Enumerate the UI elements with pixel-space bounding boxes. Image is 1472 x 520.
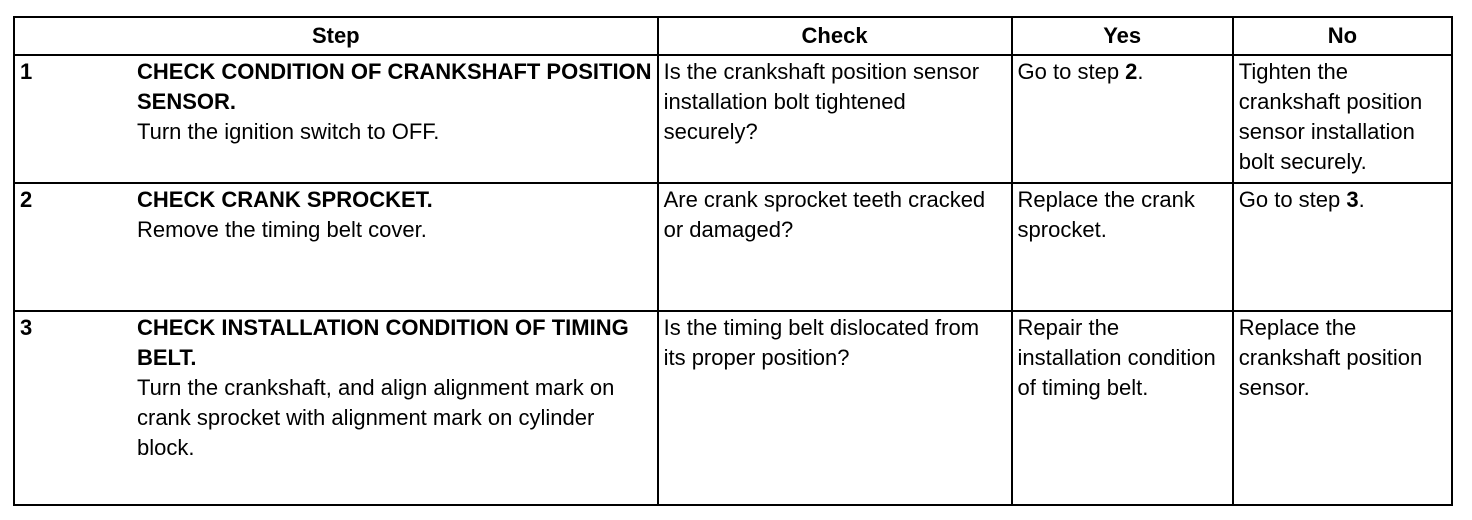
check-text: Is the timing belt dislocated from its proper position? — [663, 315, 980, 370]
no-suffix: . — [1358, 187, 1365, 212]
no-text: Replace the crankshaft position sensor. — [1238, 315, 1423, 400]
yes-text: Repair the installation condition of timing belt. — [1017, 315, 1216, 400]
diagnostic-table — [13, 16, 1453, 506]
step-number: 1 — [20, 59, 33, 84]
check-cell — [658, 183, 1012, 311]
step-cell — [14, 183, 658, 311]
step-title: CHECK INSTALLATION CONDITION OF TIMING BELT. — [137, 315, 629, 370]
step-title: CHECK CONDITION OF CRANKSHAFT POSITION SENSOR. — [137, 59, 652, 114]
yes-prefix: Go to step — [1017, 59, 1126, 84]
table-row — [14, 311, 1452, 505]
step-action: Remove the timing belt cover. — [137, 217, 427, 242]
yes-step-ref: 2 — [1125, 59, 1138, 84]
no-step-ref: 3 — [1346, 187, 1359, 212]
no-prefix: Go to step — [1238, 187, 1347, 212]
yes-suffix: . — [1137, 59, 1144, 84]
no-text — [1239, 184, 1446, 215]
header-step: Step — [14, 17, 658, 55]
no-cell — [1233, 55, 1452, 183]
no-cell — [1233, 311, 1452, 505]
step-action: Turn the ignition switch to OFF. — [137, 119, 440, 144]
table-row — [14, 55, 1452, 183]
header-check: Check — [658, 17, 1012, 55]
check-cell — [658, 311, 1012, 505]
header-yes: Yes — [1012, 17, 1233, 55]
check-cell — [658, 55, 1012, 183]
step-number: 2 — [20, 187, 33, 212]
check-text: Is the crankshaft position sensor installation bolt tightened securely? — [663, 59, 980, 144]
yes-text: Replace the crank sprocket. — [1017, 187, 1195, 242]
check-text: Are crank sprocket teeth cracked or damaged? — [663, 187, 986, 242]
header-no: No — [1233, 17, 1452, 55]
yes-cell — [1012, 311, 1233, 505]
header-row — [14, 17, 1452, 55]
yes-text — [1018, 56, 1227, 87]
step-title: CHECK CRANK SPROCKET. — [137, 187, 433, 212]
no-text: Tighten the crankshaft position sensor installation bolt securely. — [1238, 59, 1423, 174]
yes-cell — [1012, 183, 1233, 311]
step-cell — [14, 55, 658, 183]
step-cell — [14, 311, 658, 505]
step-number: 3 — [20, 315, 33, 340]
no-cell — [1233, 183, 1452, 311]
step-action: Turn the crankshaft, and align alignment mark on crank sprocket with alignment mark on cylinder block. — [137, 375, 615, 460]
table-row — [14, 183, 1452, 311]
yes-cell — [1012, 55, 1233, 183]
